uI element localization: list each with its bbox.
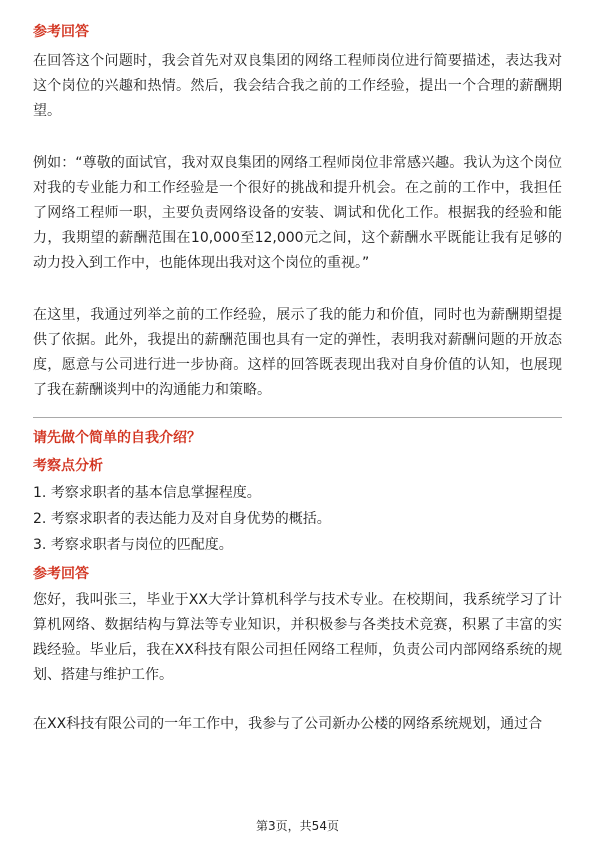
explanation-paragraph: 在这里，我通过列举之前的工作经验，展示了我的能力和价值，同时也为薪酬期望提供了依据。此外，我提出的薪酬范围也具有一定的弹性，表明我对薪酬问题的开放态度，愿意与公司进行进一步协商。这样的回答既表现出我对自身价值的认知，也展现了我在薪酬谈判中的沟通能力和策略。 [33,307,562,398]
answer-paragraph: 在回答这个问题时，我会首先对双良集团的网络工程师岗位进行简要描述，表达我对这个岗位的兴趣和热情。然后，我会结合我之前的工作经验，提出一个合理的薪酬期望。 [33,53,562,119]
page-number: 第3页，共54页 [256,819,339,833]
analysis-label: 考察点分析 [33,458,103,474]
question-title: 请先做个简单的自我介绍？ [33,430,201,446]
page-content [33,22,562,737]
analysis-item: 3. 考察求职者与岗位的匹配度。 [33,537,233,553]
analysis-item: 1. 考察求职者的基本信息掌握程度。 [33,485,261,501]
reference-answer-label: 参考回答 [33,566,89,582]
section-divider [33,417,562,418]
example-paragraph: 例如：“尊敬的面试官，我对双良集团的网络工程师岗位非常感兴趣。我认为这个岗位对我的专业能力和工作经验是一个很好的挑战和提升机会。在之前的工作中，我担任了网络工程师一职，主要负责网络设备的安装、调试和优化工作。根据我的经验和能力，我期望的薪酬范围在10,000至12,000元之间，这个薪酬水平既能让我有足够的动力投入到工作中，也能体现出我对这个岗位的重视。” [33,155,562,271]
reference-answer-label: 参考回答 [33,24,89,40]
intro-paragraph-continued: 在XX科技有限公司的一年工作中，我参与了公司新办公楼的网络系统规划，通过合 [33,716,543,732]
analysis-item: 2. 考察求职者的表达能力及对自身优势的概括。 [33,511,331,527]
analysis-list [33,480,562,558]
intro-paragraph: 您好，我叫张三，毕业于XX大学计算机科学与技术专业。在校期间，我系统学习了计算机网络、数据结构与算法等专业知识，并积极参与各类技术竞赛，积累了丰富的实践经验。毕业后，我在XX科技有限公司担任网络工程师，负责公司内部网络系统的规划、搭建与维护工作。 [33,592,562,683]
